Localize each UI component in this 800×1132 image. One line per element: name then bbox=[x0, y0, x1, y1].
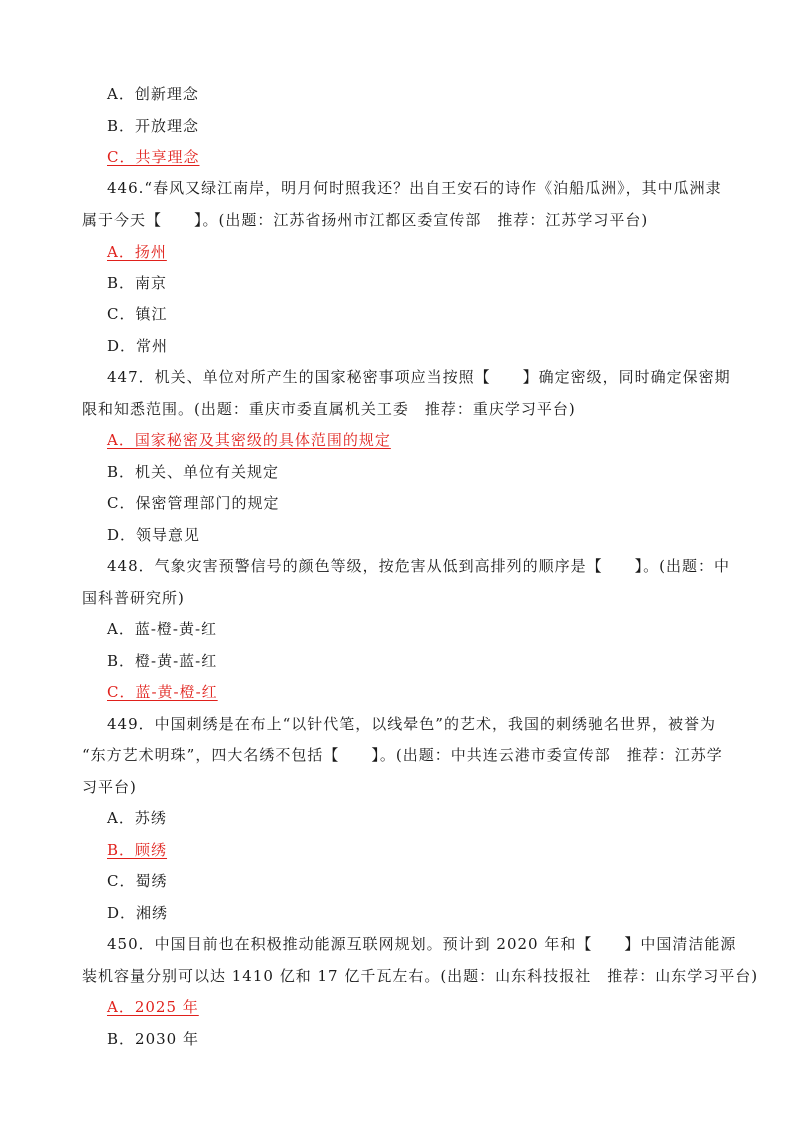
option-c: C．保密管理部门的规定 bbox=[107, 494, 280, 512]
question-446-text-cont: 属于今天【 】。(出题：江苏省扬州市江都区委宣传部 推荐：江苏学习平台) bbox=[82, 211, 649, 229]
option-d: D．领导意见 bbox=[107, 526, 201, 544]
option-c: C．镇江 bbox=[107, 305, 168, 323]
question-448-text: 448．气象灾害预警信号的颜色等级，按危害从低到高排列的顺序是【 】。(出题：中 bbox=[107, 557, 730, 575]
option-a-correct-answer: A．2025 年 bbox=[107, 998, 199, 1016]
option-b: B．2030 年 bbox=[107, 1030, 199, 1048]
option-c-correct-answer: C．共享理念 bbox=[107, 148, 200, 166]
question-450-text: 450．中国目前也在积极推动能源互联网规划。预计到 2020 年和【 】中国清洁能源 bbox=[107, 935, 737, 953]
option-a-correct-answer: A．国家秘密及其密级的具体范围的规定 bbox=[107, 431, 391, 449]
option-d: D．湘绣 bbox=[107, 904, 169, 922]
option-b: B．机关、单位有关规定 bbox=[107, 463, 280, 481]
question-449-text: 449．中国刺绣是在布上“以针代笔，以线晕色”的艺术，我国的刺绣驰名世界，被誉为 bbox=[107, 715, 716, 733]
question-447-text: 447．机关、单位对所产生的国家秘密事项应当按照【 】确定密级，同时确定保密期 bbox=[107, 368, 731, 386]
option-a: A．创新理念 bbox=[107, 85, 199, 103]
option-c-correct-answer: C．蓝-黄-橙-红 bbox=[107, 683, 218, 701]
question-449-text-cont-2: 习平台) bbox=[82, 778, 137, 796]
option-b: B．橙-黄-蓝-红 bbox=[107, 652, 218, 670]
option-a: A．苏绣 bbox=[107, 809, 167, 827]
question-450-text-cont: 装机容量分别可以达 1410 亿和 17 亿千瓦左右。(出题：山东科技报社 推荐：山东学习平台) bbox=[82, 967, 759, 985]
option-d: D．常州 bbox=[107, 337, 169, 355]
option-c: C．蜀绣 bbox=[107, 872, 168, 890]
option-a: A．蓝-橙-黄-红 bbox=[107, 620, 218, 638]
question-447-text-cont: 限和知悉范围。(出题：重庆市委直属机关工委 推荐：重庆学习平台) bbox=[82, 400, 576, 418]
option-b: B．南京 bbox=[107, 274, 168, 292]
question-449-text-cont: “东方艺术明珠”，四大名绣不包括【 】。(出题：中共连云港市委宣传部 推荐：江苏学 bbox=[82, 746, 723, 764]
option-b-correct-answer: B．顾绣 bbox=[107, 841, 168, 859]
question-446-text: 446.“春风又绿江南岸，明月何时照我还？出自王安石的诗作《泊船瓜洲》，其中瓜洲隶 bbox=[107, 179, 722, 197]
question-448-text-cont: 国科普研究所) bbox=[82, 589, 185, 607]
option-a-correct-answer: A．扬州 bbox=[107, 243, 167, 261]
option-b: B．开放理念 bbox=[107, 117, 200, 135]
